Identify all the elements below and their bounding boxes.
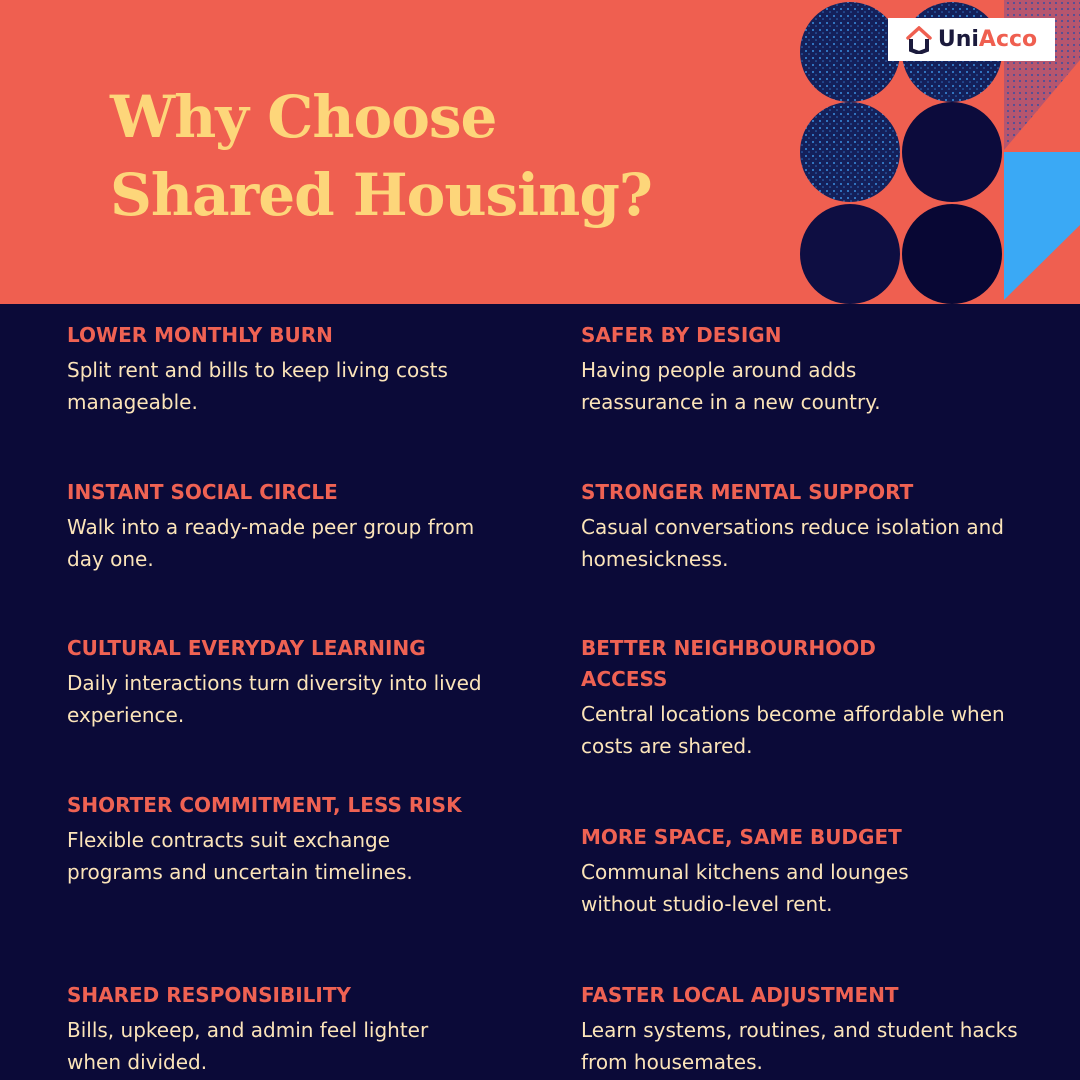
benefit-item [67,980,477,1078]
circle [902,204,1002,304]
title-line-1: Why Choose [110,83,497,151]
circle [800,204,900,304]
benefit-heading: SAFER BY DESIGN [581,323,782,347]
benefit-heading: INSTANT SOCIAL CIRCLE [67,480,338,504]
benefit-body: Communal kitchens and lounges without studio-level rent. [581,860,909,916]
header-banner [0,0,1080,304]
benefit-heading: FASTER LOCAL ADJUSTMENT [581,983,899,1007]
benefit-item [581,980,1021,1078]
uniacco-logo [888,18,1055,61]
benefit-body: Casual conversations reduce isolation and homesickness. [581,515,1004,571]
circle [902,102,1002,202]
logo-text-acco: Acco [978,27,1038,52]
benefit-item [67,477,517,575]
benefit-body: Split rent and bills to keep living costs manageable. [67,358,448,414]
benefit-heading: MORE SPACE, SAME BUDGET [581,825,902,849]
benefit-heading: STRONGER MENTAL SUPPORT [581,480,914,504]
house-icon [906,26,932,54]
benefits-grid [0,304,1080,1080]
blue-triangle [1004,152,1080,300]
benefit-body: Central locations become affordable when costs are shared. [581,702,1005,758]
benefit-body: Daily interactions turn diversity into lived experience. [67,671,482,727]
benefit-item [67,790,467,888]
benefit-item [67,633,517,731]
benefit-body: Flexible contracts suit exchange programs and uncertain timelines. [67,828,413,884]
benefit-body: Bills, upkeep, and admin feel lighter when divided. [67,1018,429,1074]
benefit-heading: SHORTER COMMITMENT, LESS RISK [67,793,462,817]
benefit-item [581,633,1011,762]
benefit-heading: SHARED RESPONSIBILITY [67,983,351,1007]
title-line-2: Shared Housing? [110,161,652,229]
benefit-item [581,320,981,418]
benefit-body: Having people around adds reassurance in a new country. [581,358,881,414]
benefit-body: Walk into a ready-made peer group from day one. [67,515,475,571]
benefit-item [581,477,1021,575]
benefit-body: Learn systems, routines, and student hacks from housemates. [581,1018,1018,1074]
circle [800,2,900,102]
benefit-heading: LOWER MONTHLY BURN [67,323,333,347]
benefit-item [67,320,517,418]
benefit-heading: BETTER NEIGHBOURHOOD ACCESS [581,636,876,691]
circle [800,102,900,202]
page-title [110,78,652,234]
logo-text-uni: Uni [937,27,979,52]
benefit-item [581,822,981,920]
benefit-heading: CULTURAL EVERYDAY LEARNING [67,636,426,660]
